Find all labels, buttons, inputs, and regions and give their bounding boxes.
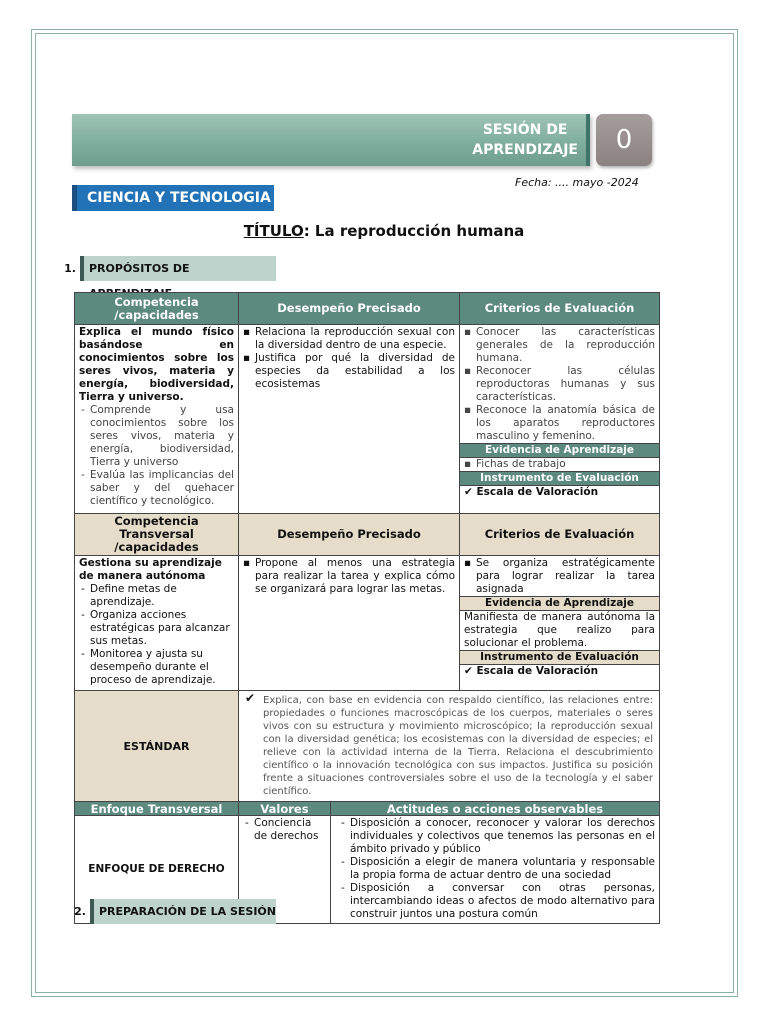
transversal-criterios-list [464, 557, 655, 596]
header-valores: Valores [239, 802, 331, 816]
transversal-capacidades [79, 583, 234, 687]
header-enfoque: Enfoque Transversal [75, 802, 239, 816]
header-competencia: Competencia /capacidades [75, 293, 239, 325]
desempeno-list [243, 326, 455, 391]
section-number: 1. [64, 262, 76, 275]
estandar-text: Explica, con base en evidencia con respaldo científico, las relaciones entre: propiedades o funciones macroscópicas de los cuerpos, materiales o seres vivos con su estructura y movimiento microscópico; la reproducción sexual con la diversidad genética; los ecosistemas con la diversidad de especies; el relieve con la actividad interna de la Tierra. Relaciona el descubrimiento científico o la innovación tecnológica con sus impactos. Justifica su posición frente a situaciones controversiales sobre el uso de la tecnología y el saber científico. [263, 695, 653, 797]
area-label: CIENCIA Y TECNOLOGIA [72, 185, 274, 211]
instrumento-value: ✔ Escala de Valoración [464, 486, 655, 499]
enfoque-name: ENFOQUE DE DERECHO [75, 816, 239, 924]
header-desempeno-2: Desempeño Precisado [239, 514, 460, 556]
estandar-cell [239, 691, 660, 802]
transversal-capacidad: - Organiza acciones estratégicas para alcanzar sus metas. [79, 609, 234, 648]
transversal-criterios-cell [460, 556, 660, 691]
session-title-line2: APRENDIZAJE [472, 142, 578, 158]
header-criterios-2: Criterios de Evaluación [460, 514, 660, 556]
section-label: PREPARACIÓN DE LA SESIÓN [90, 899, 276, 924]
criterio-item: ▪ Reconocer las células reproductoras humanas y sus características. [464, 365, 655, 404]
purposes-table [74, 292, 660, 924]
transversal-evidencia: Manifiesta de manera autónoma la estrategia que realizo para solucionar el problema. [464, 611, 655, 649]
transversal-evidencia-heading: Evidencia de Aprendizaje [460, 596, 659, 611]
desempeno-item: ▪ Relaciona la reproducción sexual con la diversidad dentro de una especie. [243, 326, 455, 352]
session-title-line1: SESIÓN DE [482, 122, 568, 138]
section-label: PROPÓSITOS DE [80, 256, 276, 281]
title-prefix: TÍTULO [243, 222, 304, 240]
criterio-item: ▪ Reconoce la anatomía básica de los aparatos reproductores masculino y femenino. [464, 404, 655, 443]
actitudes-cell [331, 816, 660, 924]
header-desempeno: Desempeño Precisado [239, 293, 460, 325]
criterios-cell [460, 325, 660, 514]
criterios-list [464, 326, 655, 443]
session-date: Fecha: .... mayo -2024 [515, 176, 639, 189]
evidencia-item: ▪ Fichas de trabajo [464, 458, 655, 471]
capacidad-item: - Comprende y usa conocimientos sobre los seres vivos, materia y energía, biodiversidad, Tierra y universo [79, 404, 234, 469]
desempeno-cell [239, 325, 460, 514]
section-number: 2. [74, 905, 86, 918]
evidencia-heading: Evidencia de Aprendizaje [460, 443, 659, 458]
transversal-cell [75, 556, 239, 691]
actitud-item: - Disposición a conocer, reconocer y valorar los derechos individuales y colectivos que tenemos las personas en el ámbito privado y público [339, 817, 655, 856]
page-title [0, 222, 768, 240]
session-number-badge: 0 [596, 114, 652, 166]
competencia-cell [75, 325, 239, 514]
valores-list [243, 817, 326, 843]
transversal-desempeno-list [243, 557, 455, 596]
capacidades-list [79, 404, 234, 508]
instrumento-heading: Instrumento de Evaluación [460, 471, 659, 486]
section-heading-1 [60, 256, 276, 281]
session-header-title [472, 120, 578, 160]
header-criterios: Criterios de Evaluación [460, 293, 660, 325]
header-actitudes: Actitudes o acciones observables [331, 802, 660, 816]
actitudes-list [335, 817, 655, 921]
header-competencia-transversal: Competencia Transversal /capacidades [75, 514, 239, 556]
capacidad-item: - Evalúa las implicancias del saber y del quehacer científico y tecnológico. [79, 469, 234, 508]
title-text: : La reproducción humana [303, 222, 525, 240]
check-icon: ✔ [245, 691, 256, 705]
transversal-instrumento: ✔ Escala de Valoración [464, 665, 655, 678]
header-accent-bar [586, 114, 590, 166]
transversal-capacidad: - Monitorea y ajusta su desempeño durante el proceso de aprendizaje. [79, 648, 234, 687]
transversal-criterio: ▪ Se organiza estratégicamente para lograr realizar la tarea asignada [464, 557, 655, 596]
actitud-item: - Disposición a conversar con otras personas, intercambiando ideas o afectos de modo alternativo para construir juntos una postura común [339, 882, 655, 921]
transversal-instrumento-heading: Instrumento de Evaluación [460, 650, 659, 665]
estandar-label: ESTÁNDAR [75, 691, 239, 802]
desempeno-item: ▪ Justifica por qué la diversidad de especies da estabilidad a los ecosistemas [243, 352, 455, 391]
evidencia-list [464, 458, 655, 471]
transversal-desempeno-cell [239, 556, 460, 691]
actitud-item: - Disposición a elegir de manera voluntaria y responsable la propia forma de actuar dentro de una sociedad [339, 856, 655, 882]
transversal-desempeno: ▪ Propone al menos una estrategia para realizar la tarea y explica cómo se organizará para lograr las metas. [243, 557, 455, 596]
transversal-capacidad: - Define metas de aprendizaje. [79, 583, 234, 609]
competencia-text: Explica el mundo físico basándose en conocimientos sobre los seres vivos, materia y energía, biodiversidad, Tierra y universo. [79, 326, 234, 403]
session-header-banner [72, 114, 590, 166]
criterio-item: ▪ Conocer las características generales de la reproducción humana. [464, 326, 655, 365]
transversal-text: Gestiona su aprendizaje de manera autónoma [79, 557, 222, 582]
valor-item: - Conciencia de derechos [243, 817, 326, 843]
section-heading-2 [55, 899, 276, 924]
